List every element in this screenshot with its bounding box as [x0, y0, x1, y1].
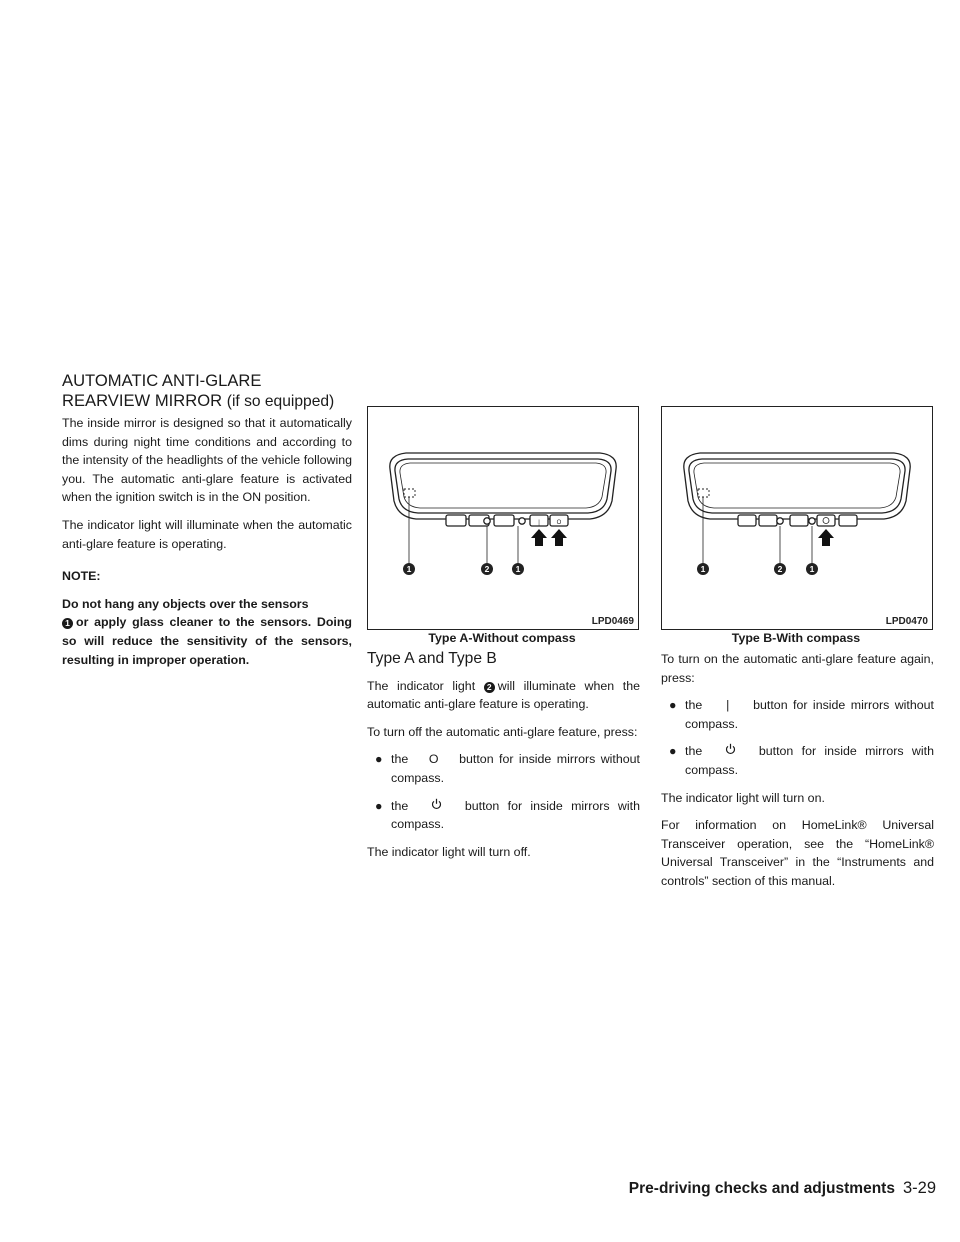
bullet-icon: ● [375, 752, 383, 767]
heading-paren: (if so equipped) [226, 393, 335, 410]
callout-1-icon: 1 [515, 564, 521, 574]
page-footer [629, 1179, 936, 1198]
mirror-diagram-b [662, 407, 932, 629]
figure-code: LPD0470 [885, 616, 928, 627]
heading-line1: AUTOMATIC ANTI-GLARE [62, 371, 262, 390]
list-item: ● the O button for inside mirrors without compass. [367, 750, 640, 787]
turn-on-paragraph: To turn on the automatic anti-glare feature again, press: [661, 652, 934, 685]
callout-2-icon: 2 [484, 564, 490, 574]
callout-2-icon: 2 [777, 564, 783, 574]
button-symbol-off: O [556, 520, 562, 526]
turn-on-result: The indicator light will turn on. [661, 790, 825, 805]
callout-1-icon: 1 [700, 564, 706, 574]
middle-column [367, 650, 640, 870]
arrow-icon [551, 529, 567, 546]
note-heading: NOTE: [62, 569, 101, 584]
list-item: ● the button for inside mirrors with compass. [367, 797, 640, 834]
bullet-icon: ● [669, 744, 677, 759]
right-column [661, 650, 934, 900]
list-item: ● the | button for inside mirrors without compass. [661, 696, 934, 733]
intro-paragraph: The inside mirror is designed so that it automatically dims during night time conditions and according to the intensity of the headlights of the vehicle following you. The automatic anti-glare feature is activated when the ignition switch is in the ON position. [62, 416, 352, 505]
footer-section-title: Pre-driving checks and adjustments [628, 1180, 895, 1197]
bullet-icon: ● [669, 698, 677, 713]
button-symbol-on: | [538, 520, 540, 526]
left-column [62, 414, 352, 678]
bullet-icon: ● [375, 798, 383, 813]
callout-1-icon: 1 [809, 564, 815, 574]
figure-type-a [367, 406, 639, 630]
on-button-symbol: | [726, 698, 730, 713]
callout-1-icon: 1 [62, 618, 73, 629]
figure-type-b [661, 406, 933, 630]
note-text: Do not hang any objects over the sensors 1 or apply glass cleaner to the sensors. Doing so will reduce the sensitivity of the sensors, resulting in improper operation. [62, 596, 352, 667]
subsection-heading: Type A and Type B [367, 650, 497, 667]
callout-2-icon: 2 [484, 682, 495, 693]
figure-caption: Type A-Without compass [428, 631, 576, 645]
off-button-symbol: O [428, 752, 439, 767]
arrow-icon [818, 529, 834, 546]
callout-1-icon: 1 [406, 564, 412, 574]
turn-off-paragraph: To turn off the automatic anti-glare feature, press: [367, 724, 638, 739]
heading-line2: REARVIEW MIRROR [62, 391, 223, 410]
figure-code: LPD0469 [591, 616, 634, 627]
list-item: ● the button for inside mirrors with compass. [661, 742, 934, 779]
turn-off-result: The indicator light will turn off. [367, 844, 531, 859]
power-icon [417, 797, 457, 816]
mirror-diagram-a [368, 407, 638, 629]
homelink-paragraph: For information on HomeLink® Universal Transceiver operation, see the “HomeLink® Universal Transceiver” in the “Instruments and controls” section of this manual. [661, 818, 934, 888]
indicator-paragraph: The indicator light 2 will illuminate when the automatic anti-glare feature is operating. [367, 678, 640, 712]
figure-caption: Type B-With compass [731, 631, 861, 645]
indicator-paragraph: The indicator light will illuminate when the automatic anti-glare feature is operating. [62, 517, 352, 551]
section-heading [62, 371, 352, 412]
arrow-icon [531, 529, 547, 546]
power-icon [711, 742, 751, 761]
page-number: 3-29 [902, 1179, 936, 1197]
